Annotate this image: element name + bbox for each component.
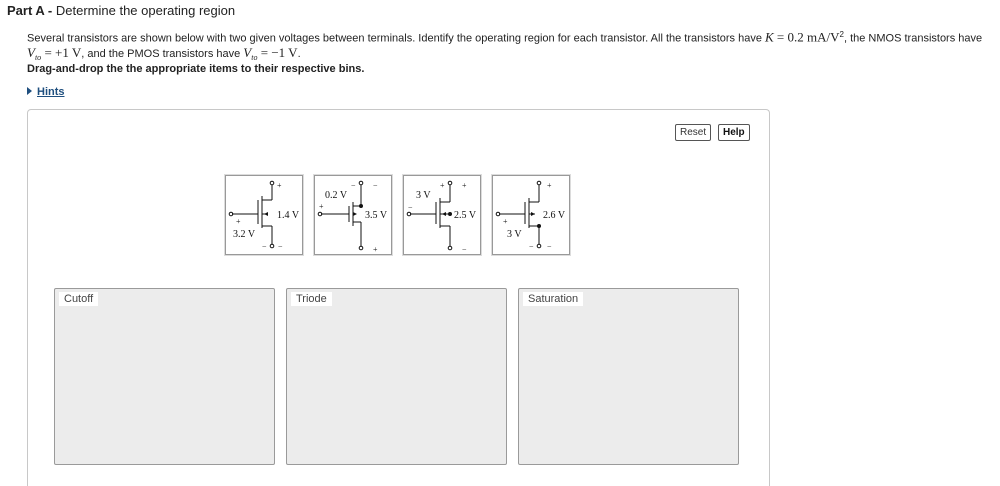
transistor-circuit-1 (228, 178, 300, 252)
terminal-plus-sign: + (319, 202, 324, 211)
tile-2-voltage-2: 3.5 V (365, 210, 388, 221)
nmos-vto-value: = +1 V (41, 44, 82, 60)
terminal-plus-sign: + (462, 181, 467, 190)
k-value: = 0.2 mA/V (773, 29, 840, 45)
tile-4-voltage-1: 2.6 V (543, 210, 566, 221)
part-heading: Determine the operating region (55, 3, 236, 18)
tile-4-voltage-2: 3 V (507, 229, 522, 240)
bin-label: Cutoff (59, 292, 98, 306)
terminal-minus-sign: − (262, 242, 267, 251)
vto-symbol-2: V (243, 44, 252, 60)
terminal-minus-sign: − (278, 242, 283, 251)
transistor-circuit-2 (317, 178, 389, 252)
bin-label: Triode (291, 292, 332, 306)
transistor-tile-3[interactable] (403, 175, 481, 255)
bin-cutoff[interactable] (54, 288, 275, 465)
tile-1-voltage-2: 3.2 V (233, 229, 256, 240)
part-title (7, 3, 235, 18)
terminal-plus-sign: + (440, 181, 445, 190)
terminal-minus-sign: − (529, 242, 534, 251)
hints-toggle[interactable] (27, 86, 65, 98)
terminal-plus-sign: + (373, 245, 378, 252)
terminal-minus-sign: − (462, 245, 467, 252)
transistor-tile-4[interactable] (492, 175, 570, 255)
expand-triangle-icon (27, 87, 32, 95)
terminal-plus-sign: + (277, 181, 282, 190)
drag-drop-workspace (27, 109, 770, 486)
bin-label: Saturation (523, 292, 583, 306)
terminal-minus-sign: − (351, 181, 356, 190)
transistor-tile-1[interactable] (225, 175, 303, 255)
terminal-minus-sign: − (547, 242, 552, 251)
desc-end: . (297, 47, 301, 60)
terminal-plus-sign: + (503, 217, 508, 226)
vto-subscript-2: to (251, 52, 258, 62)
tile-2-voltage-1: 0.2 V (325, 190, 348, 201)
reset-button[interactable]: Reset (675, 124, 711, 141)
instruction-text: Drag-and-drop the the appropriate items to their respective bins. (27, 63, 365, 75)
tile-1-voltage-1: 1.4 V (277, 210, 300, 221)
terminal-plus-sign: + (547, 181, 552, 190)
part-label: Part A - (7, 3, 53, 18)
terminal-minus-sign: − (373, 181, 378, 190)
problem-description (27, 28, 995, 64)
transistor-tile-2[interactable] (314, 175, 392, 255)
k-symbol: K (765, 29, 774, 45)
pmos-vto-value: = −1 V (257, 44, 298, 60)
terminal-plus-sign: + (236, 217, 241, 226)
transistor-circuit-4 (495, 178, 567, 252)
help-button[interactable]: Help (718, 124, 750, 141)
desc-text-3: , and the PMOS transistors have (81, 47, 244, 60)
vto-symbol-1: V (27, 44, 35, 60)
vto-subscript-1: to (34, 52, 42, 62)
tile-3-voltage-1: 3 V (416, 190, 431, 201)
bin-triode[interactable] (286, 288, 507, 465)
desc-text-2: , the NMOS transistors have (843, 32, 983, 45)
tile-3-voltage-2: 2.5 V (454, 210, 477, 221)
bin-saturation[interactable] (518, 288, 739, 465)
transistor-circuit-3 (406, 178, 478, 252)
terminal-minus-sign: − (408, 203, 413, 212)
desc-text-1: Several transistors are shown below with two given voltages between terminals. Identify the operating region for each transistor. All the transistors have (27, 32, 765, 45)
hints-link[interactable]: Hints (37, 86, 65, 98)
k-exponent: 2 (839, 30, 844, 39)
